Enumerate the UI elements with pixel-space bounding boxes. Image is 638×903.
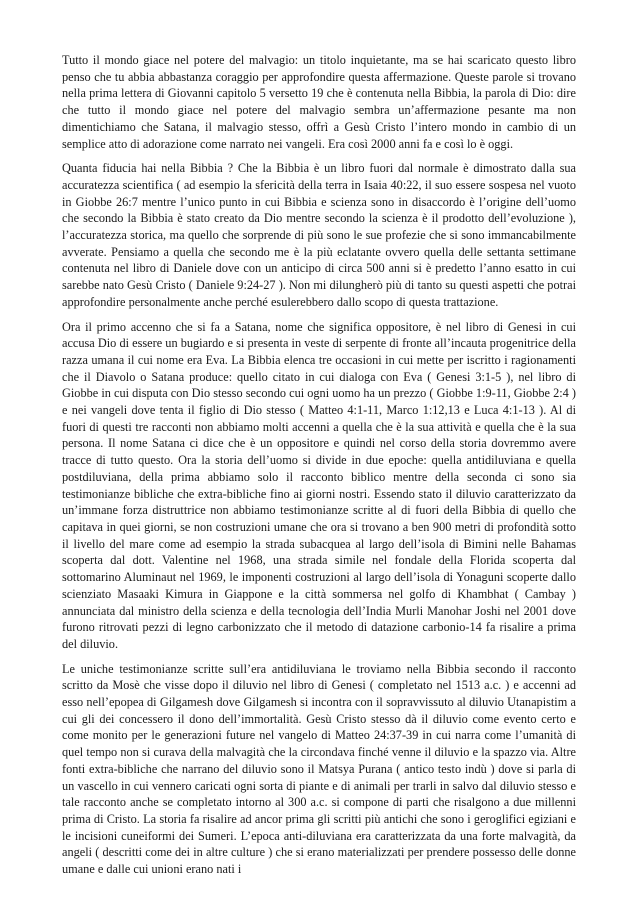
paragraph-satan-history: Ora il primo accenno che si fa a Satana, nome che significa oppositore, è nel libro di Genesi in cui accusa Dio di essere un bugiardo e si presenta in veste di serpente di fronte all’incauta progenitrice della razza umana il cui nome era Eva. La Bibbia elenca tre occasioni in cui mette per iscritto i ragionamenti che il Diavolo o Satana produce: quello citato in cui dialoga con Eva ( Genesi 3:1-5 ), nel libro di Giobbe in cui disputa con Dio stesso secondo cui ogni uomo ha un prezzo ( Giobbe 1:9-11, Giobbe 2:4 ) e nei vangeli dove tenta il figlio di Dio stesso ( Matteo 4:1-11, Marco 1:12,13 e Luca 4:1-13 ). Al di fuori di questi tre racconti non abbiamo molti accenni a quella che è la sua attività e quella che è la sua persona. Il nome Satana ci dice che è un oppositore e quindi nel corso della storia dovremmo avere tracce di tutto questo. Ora la storia dell’uomo si divide in due epoche: quella antidiluviana e quella postdiluviana, della prima abbiamo solo il racconto biblico mentre della seconda ci sono sia testimonianze bibliche che extra-bibliche fino ai giorni nostri. Essendo stato il diluvio caratterizzato da un’immane forza distruttrice non abbiamo testimonianze scritte al di fuori della Bibbia di quello che capitava in quei giorni, se non costruzioni umane che ora si trovano a ben 900 metri di profondità sotto il livello del mare come ad esempio la strada subacquea al largo dell’isola di Bimini nelle Bahamas scoperta dal dott. Valentine nel 1968, una strada simile nel fondale della Florida scoperta dal sottomarino Aluminaut nel 1969, le imponenti costruzioni al largo dell’isola di Yonaguni scoperte dallo scienziato Masaaki Kimura in Giappone e la città sommersa nel golfo di Khambhat ( Cambay ) annunciata dal ministro della scienza e della tecnologia dell’India Murli Manohar Joshi nel 2001 dove furono ritrovati pezzi di legno carbonizzato che il metodo di datazione carbonio-14 fa risalire a prima del diluvio. (62, 319, 576, 651)
document-body (62, 52, 576, 886)
paragraph-intro: Tutto il mondo giace nel potere del malvagio: un titolo inquietante, ma se hai scaricato questo libro penso che tu abbia abbastanza coraggio per approfondire questa affermazione. Queste parole si trovano nella prima lettera di Giovanni capitolo 5 versetto 19 che è contenuta nella Bibbia, la parola di Dio: dire che tutto il mondo giace nel potere del malvagio sembra un’affermazione pesante ma non dimentichiamo che Satana, il malvagio stesso, offrì a Gesù Cristo l’intero mondo in cambio di un semplice atto di adorazione come narrato nei vangeli. Era così 2000 anni fa e così lo è oggi. (62, 53, 576, 151)
paragraph-flood-testimonies: Le uniche testimonianze scritte sull’era antidiluviana le troviamo nella Bibbia secondo il racconto scritto da Mosè che visse dopo il diluvio nel libro di Genesi ( completato nel 1513 a.c. ) e accenni ad esso nell’epopea di Gilgamesh dove Gilgamesh si incontra con il sopravvissuto al diluvio Utanapistim a cui gli dei concessero il dono dell’immortalità. Gesù Cristo stesso dà il diluvio come evento certo e come monito per le generazioni future nel vangelo di Matteo 24:37-39 in cui narra come l’umanità di quel tempo non si curava della malvagità che la circondava finché venne il diluvio e la spazzo via. Altre fonti extra-bibliche che narrano del diluvio sono il Matsya Purana ( antico testo indù ) dove si parla di un vascello in cui vennero caricati ogni sorta di piante e di animali per trarli in salvo dal diluvio stesso e tale racconto anche se completato intorno al 300 a.c. si compone di parti che risalgono a due millenni prima di Cristo. La storia fa risalire ad ancor prima gli scritti più antichi che sono i geroglifici egiziani e le incisioni cuneiformi dei Sumeri. L’epoca anti-diluviana era caratterizzata da una forte malvagità, da angeli ( descritti come dei in altre culture ) che si erano materializzati per prendere possesso delle donne umane e dalle cui unioni erano nati i (62, 661, 576, 877)
paragraph-bible-trust: Quanta fiducia hai nella Bibbia ? Che la Bibbia è un libro fuori dal normale è dimostrato dalla sua accuratezza scientifica ( ad esempio la sfericità della terra in Isaia 40:22, il suo essere sospesa nel vuoto in Giobbe 26:7 mentre l’unico punto in cui Bibbia e scienza sono in disaccordo è l’origine dell’uomo che secondo la Bibbia è stato creato da Dio mentre secondo la scienza è il prodotto dell’evoluzione ), l’accuratezza storica, ma quello che sorprende di più sono le sue profezie che si sono immancabilmente avverate. Pensiamo a quella che secondo me è la più eclatante ovvero quella delle settanta settimane contenuta nel libro di Daniele dove con un anticipo di circa 500 anni si è predetto l’anno esatto in cui sarebbe nato Gesù Cristo ( Daniele 9:24-27 ). Non mi dilungherò più di tanto su questi aspetti che potrai approfondire personalmente anche perché esulerebbero dallo scopo di questa trattazione. (62, 161, 576, 309)
